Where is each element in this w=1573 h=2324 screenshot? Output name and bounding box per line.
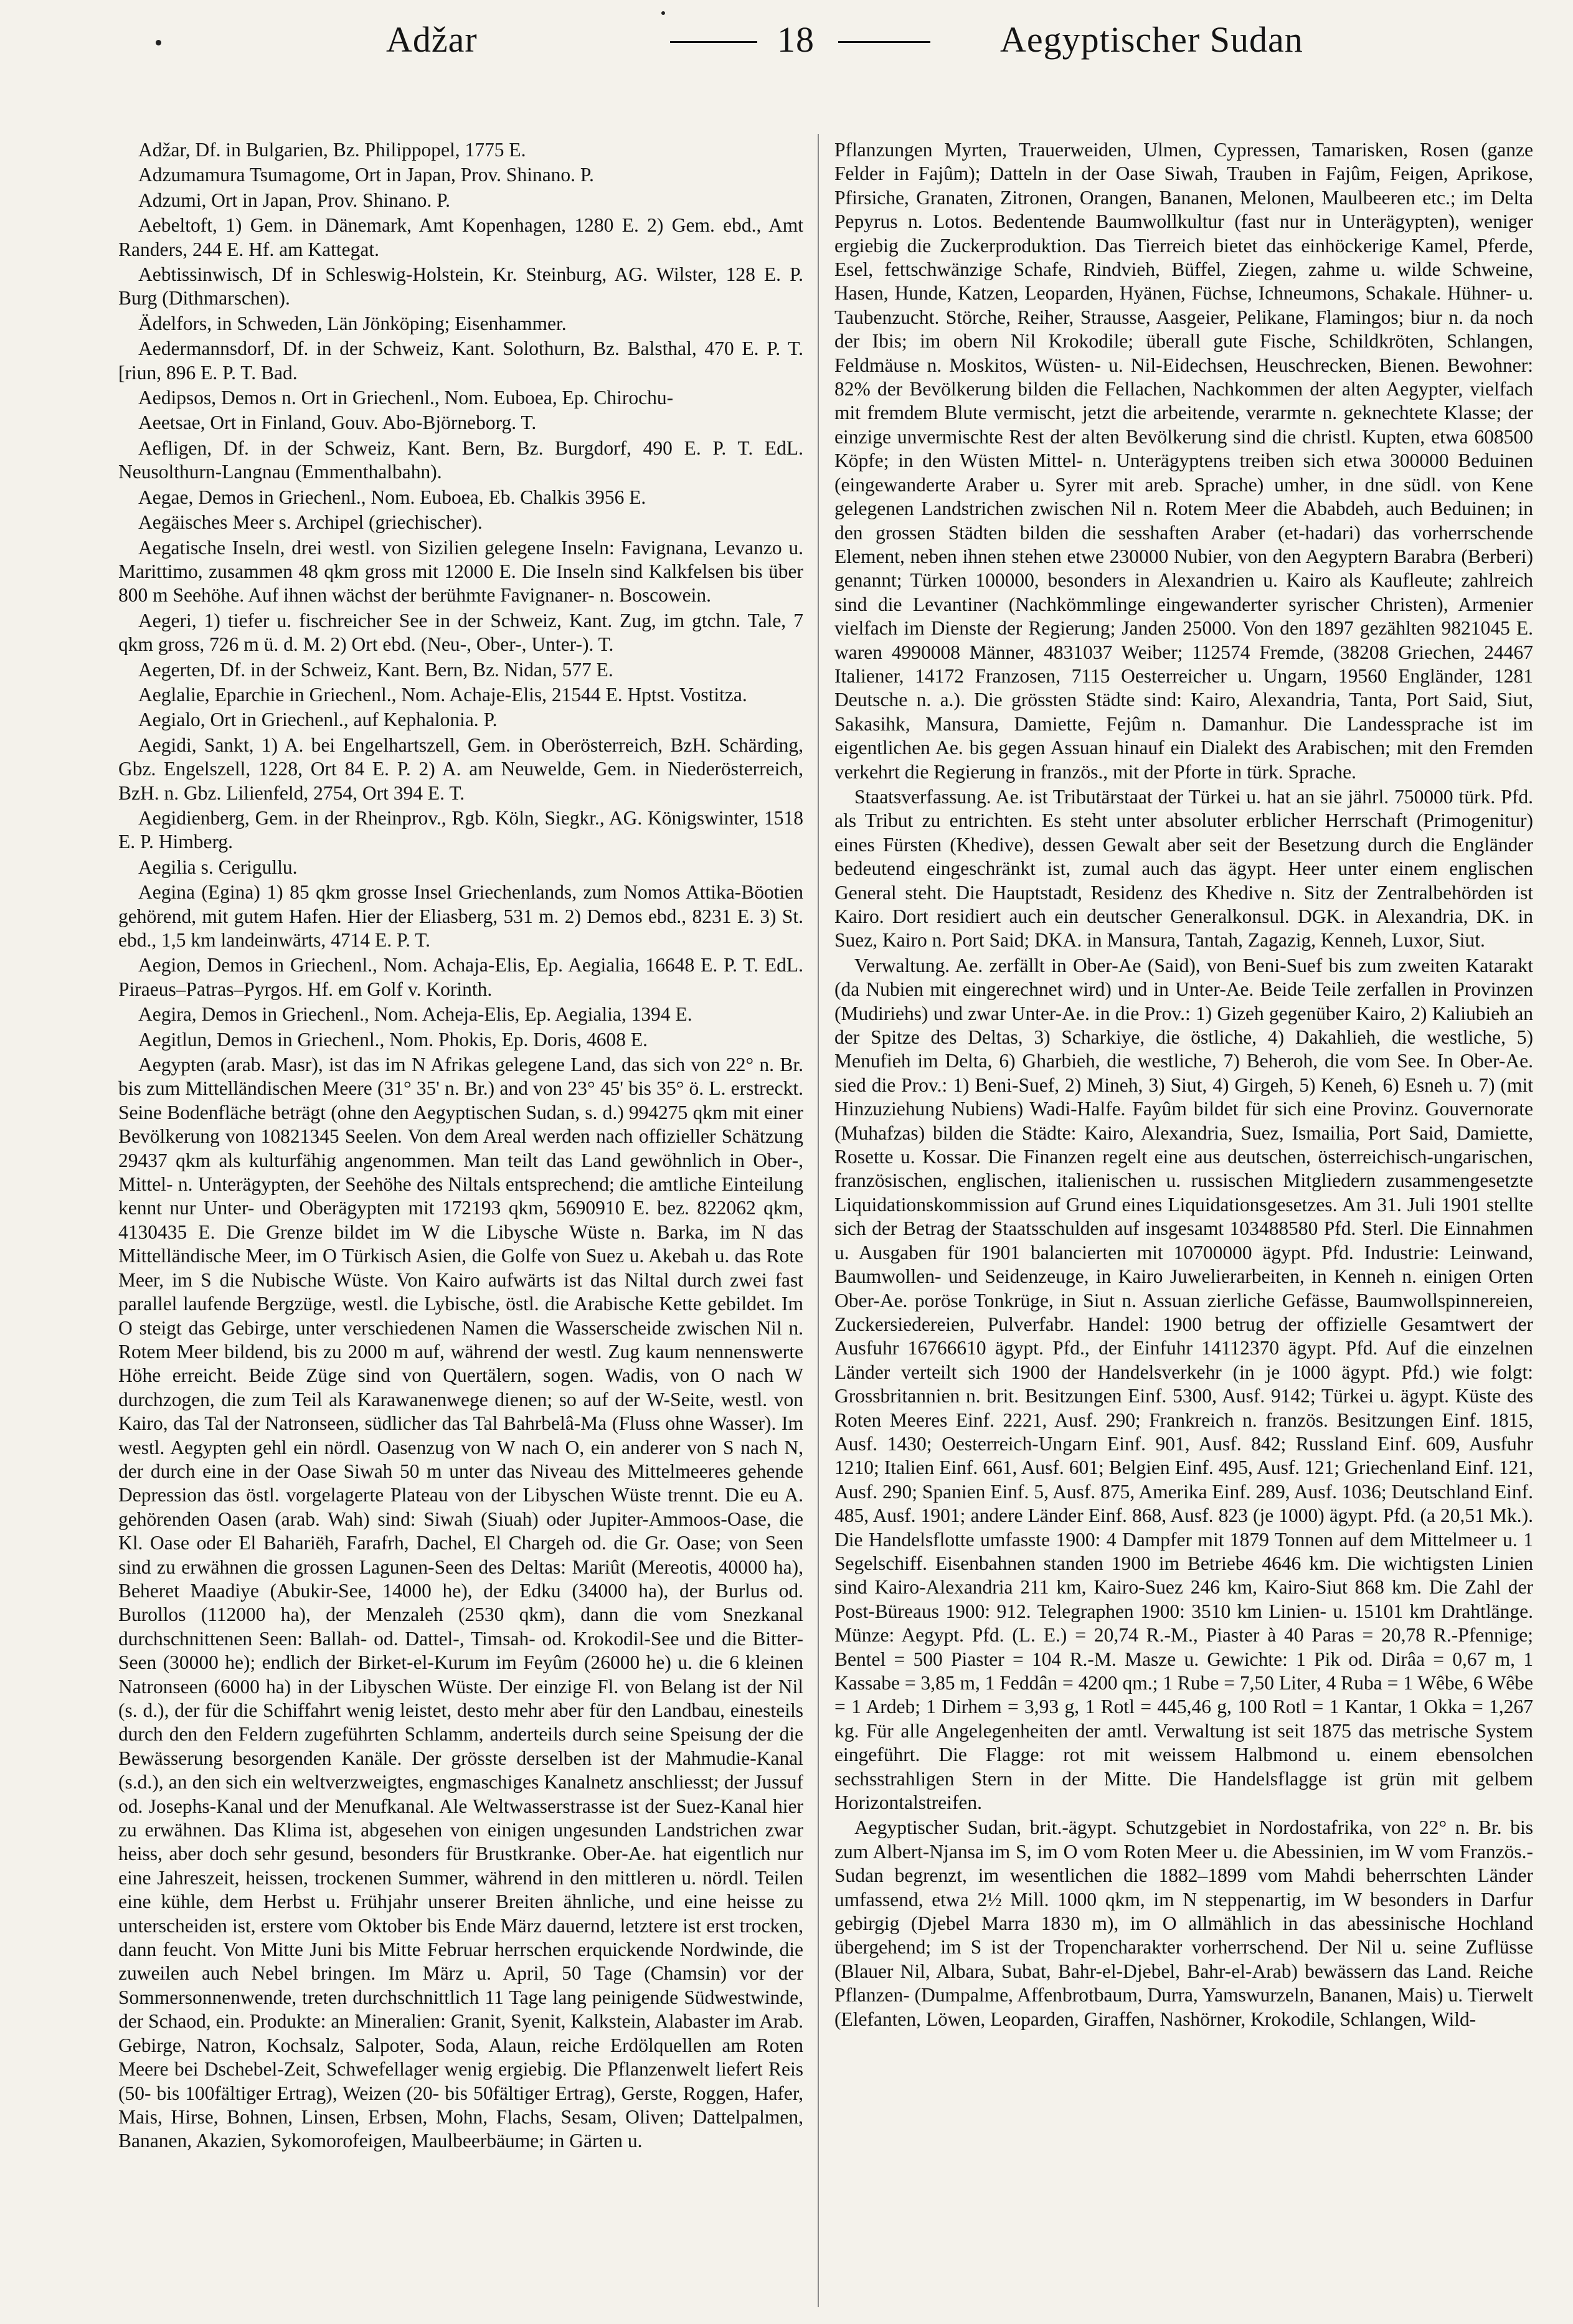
entry: Aebeltoft, 1) Gem. in Dänemark, Amt Kopenhagen, 1280 E. 2) Gem. ebd., Amt Randers, 244 E. Hf. am Kattegat. xyxy=(118,214,803,260)
entry: Aegerten, Df. in der Schweiz, Kant. Bern, Bz. Nidan, 577 E. xyxy=(138,658,613,681)
running-head-left: Adžar xyxy=(386,19,478,60)
section-verwaltung: Verwaltung. Ae. zerfällt in Ober-Ae (Said), von Beni-Suef bis zum zweiten Katarakt (da Nubien mit eingerechnet wird) und in Unter-Ae. Beide Teile zerfallen in Provinzen (Mudiriehs) und zwar Unter-Ae. in die Prov.: 1) Gizeh gegenüber Kairo, 2) Kaliubieh an der Spitze des Deltas, 3) Scharkiye, die östliche, 4) Dakahlieh, die westliche, 5) Menufieh im Delta, 6) Gharbieh, die westliche, 7) Beheroh, die vom See. In Ober-Ae. sied die Prov.: 1) Beni-Suef, 2) Mineh, 3) Siut, 4) Girgeh, 5) Keneh, 6) Esneh u. 7) (mit Hinzuziehung Nubiens) Wadi-Halfe. Fayûm bildet für sich eine Provinz. Gouvernorate (Muhafzas) bilden die Städte: Kairo, Alexandria, Suez, Ismailia, Port Said, Damiette, Rosette u. Kossar. Die Finanzen regelt eine aus deutschen, österreichisch-ungarischen, französischen, englischen, italienischen u. russischen Mitgliedern zusammengesetzte Liquidationskommission auf Grund eines Liquidationsgesetzes. Am 31. Juli 1901 stellte sich der Betrag der Staatsschulden auf insgesamt 103488580 Pfd. Sterl. Die Einnahmen u. Ausgaben für 1901 balancierten mit 10700000 ägypt. Pfd. Industrie: Leinwand, Baumwollen- und Seidenzeuge, in Kairo Juwelierarbeiten, in Kenneh n. einigen Orten Ober-Ae. poröse Tonkrüge, in Siut n. Assuan zierliche Gefässe, Baumwollspinnereien, Zuckersiedereien, Pulverfabr. Handel: 1900 betrug der offizielle Gesamtwert der Ausfuhr 16766610 ägypt. Pfd., der Einfuhr 14112370 ägypt. Pfd. Auf die einzelnen Länder verteilt sich 1900 der Handelsverkehr (in je 1000 ägypt. Pfd.) wie folgt: Grossbritannien n. brit. Besitzungen Einf. 5300, Ausf. 9142; Türkei u. ägypt. Küste des Roten Meeres Einf. 2221, Ausf. 290; Frankreich n. französ. Besitzungen Einf. 1815, Ausf. 1430; Oesterreich-Ungarn Einf. 901, Ausf. 842; Russland Einf. 609, Ausfuhr 1210; Italien Einf. 661, Ausf. 601; Belgien Einf. 495, Ausf. 121; Griechenland Einf. 121, Ausf. 290; Spanien Einf. 5, Ausf. 875, Amerika Einf. 289, Ausf. 1036; Deutschland Einf. 485, Ausf. 1901; andere Länder Einf. 868, Ausf. 823 (je 1000) ägypt. Pfd. (a 20,51 Mk.). Die Handelsflotte umfasste 1900: 4 Dampfer mit 1879 Tonnen auf dem Mittelmeer u. 1 Segelschiff. Eisenbahnen standen 1900 im Betriebe 4646 km. Die wichtigsten Linien sind Kairo-Alexandria 211 km, Kairo-Suez 246 km, Kairo-Siut 868 km. Die Zahl der Post-Büreaus 1900: 912. Telegraphen 1900: 3510 km Linien- u. 15101 km Drahtlänge. Münze: Aegypt. Pfd. (L. E.) = 20,74 R.-M., Piaster à 40 Paras = 20,78 R.-Pfennige; Bentel = 500 Piaster = 104 R.-M. Masze u. Gewichte: 1 Pik od. Dirâa = 0,67 m, 1 Kassabe = 3,85 m, 1 Feddân = 4200 qm.; 1 Rube = 7,50 Liter, 4 Ruba = 1 Wêbe, 6 Wêbe = 1 Ardeb; 1 Dirhem = 3,93 g, 1 Rotl = 445,46 g, 100 Rotl = 1 Kantar, 1 Okka = 1,267 kg. Für alle Angelegenheiten der amtl. Verwaltung ist seit 1875 das metrische System eingeführt. Die Flagge: rot mit weissem Halbmond u. einem ebensolchen sechsstrahligen Stern in der Mitte. Die Handelsflagge ist grün mit gelbem Horizontalstreifen. xyxy=(834,954,1533,1814)
running-head-right: Aegyptischer Sudan xyxy=(1000,19,1303,60)
header-rule-right xyxy=(838,41,930,43)
entry: Aegira, Demos in Griechenl., Nom. Acheja-Elis, Ep. Aegialia, 1394 E. xyxy=(138,1003,692,1026)
entry: Aeglalie, Eparchie in Griechenl., Nom. Achaje-Elis, 21544 E. Hptst. Vostitza. xyxy=(138,683,747,706)
entry: Aegitlun, Demos in Griechenl., Nom. Phokis, Ep. Doris, 4608 E. xyxy=(138,1028,648,1051)
entry: Aegae, Demos in Griechenl., Nom. Euboea, Eb. Chalkis 3956 E. xyxy=(138,486,646,508)
entry: Aegion, Demos in Griechenl., Nom. Achaja-Elis, Ep. Aegialia, 16648 E. P. T. EdL. Piraeus–Patras–Pyrgos. Hf. em Golf v. Korinth. xyxy=(118,954,803,1000)
entry: Aebtissinwisch, Df in Schleswig-Holstein, Kr. Steinburg, AG. Wilster, 128 E. P. Burg (Dithmarschen). xyxy=(118,263,803,309)
entry: Aegäisches Meer s. Archipel (griechischer). xyxy=(138,511,483,534)
column-right xyxy=(834,138,1533,2305)
entry: Adzumamura Tsumagome, Ort in Japan, Prov. Shinano. P. xyxy=(138,164,594,186)
column-left xyxy=(118,138,803,2305)
entry: Aegeri, 1) tiefer u. fischreicher See in der Schweiz, Kant. Zug, im gtchn. Tale, 7 qkm gross, 726 m ü. d. M. 2) Ort ebd. (Neu-, Ober-, Unter-). T. xyxy=(118,609,803,656)
header-rule-left xyxy=(670,41,757,43)
entry-aegyptischer-sudan: Aegyptischer Sudan, brit.-ägypt. Schutzgebiet in Nordostafrika, von 22° n. Br. bis zum Albert-Njansa im S, im O vom Roten Meer u. die Abessinien, im W vom Französ.-Sudan begrenzt, im wesentlichen die 1882–1899 vom Mahdi beherrschten Länder umfassend, etwa 2½ Mill. 1000 qkm, im N steppenartig, im W besonders in Darfur gebirgig (Djebel Marra 1830 m), im O allmählich in das abessinische Hochland übergehend; im S ist der Tropencharakter vorherrschend. Der Nil u. seine Zuflüsse (Blauer Nil, Albara, Subat, Bahr-el-Djebel, Bahr-el-Arab) bewässern das Land. Reiche Pflanzen- (Dumpalme, Affenbrotbaum, Durra, Yamswurzeln, Bananen, Mais) u. Tierwelt (Elefanten, Löwen, Leoparden, Giraffen, Nashörner, Krokodile, Schlangen, Wild- xyxy=(834,1816,1533,2030)
entry: Aegina (Egina) 1) 85 qkm grosse Insel Griechenlands, zum Nomos Attika-Böotien gehörend, mit gutem Hafen. Hier der Eliasberg, 531 m. 2) Demos ebd., 8231 E. 3) St. ebd., 1,5 km landeinwärts, 4714 E. P. T. xyxy=(118,881,803,951)
page-number: 18 xyxy=(777,19,815,60)
entry: Aegialo, Ort in Griechenl., auf Kephalonia. P. xyxy=(138,709,498,731)
entry-aegypten: Aegypten (arab. Masr), ist das im N Afrikas gelegene Land, das sich von 22° n. Br. bis zum Mittelländischen Meere (31° 35' n. Br.) and von 23° 45' bis 35° ö. L. erstreckt. Seine Bodenfläche beträgt (ohne den Aegyptischen Sudan, s. d.) 994275 qkm mit einer Bevölkerung von 10821345 Seelen. Von dem Areal werden nach offizieller Schätzung 29437 qkm als kulturfähig angenommen. Man teilt das Land gewöhnlich in Ober-, Mittel- n. Unterägypten, der Seehöhe des Niltals entsprechend; die amtliche Einteilung kennt nur Unter- und Oberägypten mit 172193 qkm, 5690910 E. bez. 822062 qkm, 4130435 E. Die Grenze bildet im W die Libysche Wüste n. Barka, im N das Mittelländische Meer, im O Türkisch Asien, die Golfe von Suez u. Akebah u. das Rote Meer, im S die Nubische Wüste. Von Kairo aufwärts ist das Niltal durch zwei fast parallel laufende Bergzüge, westl. die Lybische, östl. die Arabische Kette gebildet. Im O steigt das Gebirge, unter verschiedenen Namen die Wasserscheide zwischen Nil n. Rotem Meer bildend, bis zu 2000 m auf, während der westl. Zug kaum nennenswerte Höhe erreicht. Beide Züge sind von Quertälern, sogen. Wadis, von O nach W durchzogen, die zum Teil als Karawanenwege dienen; so auf der W-Seite, westl. von Kairo, das Tal der Natronseen, südlicher das Tal Bahrbelâ-Ma (Fluss ohne Wasser). Im westl. Aegypten gehl ein nördl. Oasenzug von W nach O, ein anderer von S nach N, der durch eine in der Oase Siwah 50 m unter das Niveau des Mittelmeeres gehende Depression das östl. vorgelagerte Plateau von der Libyschen Wüste trennt. Die eu A. gehörenden Oasen (arab. Wah) sind: Siwah (Siuah) oder Jupiter-Ammoos-Oase, die Kl. Oase oder El Bahariëh, Farafrh, Dachel, El Chargeh od. die Gr. Oase; von Seen sind zu erwähnen die grossen Lagunen-Seen des Deltas: Mariût (Mereotis, 40000 ha), Beheret Maadiye (Abukir-See, 14000 he), der Edku (34000 ha), der Burlus od. Burollos (112000 ha), der Menzaleh (2530 qkm), dann die vom Snezkanal durchschnittenen Seen: Ballah- od. Dattel-, Timsah- od. Krokodil-See und die Bitter-Seen (30000 he); endlich der Birket-el-Kurum im Feyûm (26000 he) u. die 6 kleinen Natronseen (6000 ha) in der Libyschen Wüste. Der einzige Fl. von Belang ist der Nil (s. d.), der für die Schiffahrt wenig leistet, desto mehr aber für den Landbau, einesteils durch den den Feldern zugeführten Schlamm, anderteils durch seine Speisung der die Bewässerung besorgenden Kanäle. Der grösste derselben ist der Mahmudie-Kanal (s.d.), an den sich ein weltverzweigtes, engmaschiges Kanalnetz anschliesst; der Jussuf od. Josephs-Kanal und der Menufkanal. Ale Weltwasserstrasse ist der Suez-Kanal hier zu erwähnen. Das Klima ist, abgesehen von einigen ungesunden Landstrichen zwar heiss, aber doch sehr gesund, besonders für Brustkranke. Ober-Ae. hat eigentlich nur eine Jahreszeit, heissen, trockenen Summer, während in den mittleren u. nördl. Teilen eine kühle, dem Herbst u. Frühjahr unserer Breiten ähnliche, und eine heisse zu unterscheiden ist, erstere vom Oktober bis Ende März dauernd, letztere ist erst trocken, dann feucht. Von Mitte Juni bis Mitte Februar herrschen erquickende Nordwinde, die zuweilen auch Nebel bringen. Im März u. April, 50 Tage (Chamsin) vor der Sommersonnenwende, treten durchschnittlich 11 Tage lang peinigende Südwestwinde, der Schaod, ein. Produkte: an Mineralien: Granit, Syenit, Kalkstein, Alabaster im Arab. Gebirge, Natron, Kochsalz, Salpoter, Soda, Alaun, reiche Erdölquellen am Roten Meere bei Dschebel-Zeit, Schwefellager wenig ergiebig. Die Pflanzenwelt liefert Reis (50- bis 100fältiger Ertrag), Weizen (20- bis 50fältiger Ertrag), Gerste, Roggen, Hafer, Mais, Hirse, Bohnen, Linsen, Erbsen, Mohn, Flachs, Sesam, Oliven; Dattelpalmen, Bananen, Akazien, Sykomorofeigen, Maulbeerbäume; in Gärten u. xyxy=(118,1054,803,2152)
print-speck xyxy=(661,11,665,15)
entry: Aedermannsdorf, Df. in der Schweiz, Kant. Solothurn, Bz. Balsthal, 470 E. P. T. [riun, 896 E. P. T. Bad. xyxy=(118,338,803,384)
entry: Aefligen, Df. in der Schweiz, Kant. Bern, Bz. Burgdorf, 490 E. P. T. EdL. Neusolthurn-Langnau (Emmenthalbahn). xyxy=(118,437,803,483)
entry: Adžar, Df. in Bulgarien, Bz. Philippopel, 1775 E. xyxy=(138,139,526,161)
page-header xyxy=(0,0,1573,112)
entry: Adzumi, Ort in Japan, Prov. Shinano. P. xyxy=(138,189,451,211)
entry: Aegilia s. Cerigullu. xyxy=(138,856,298,878)
entry: Aegidi, Sankt, 1) A. bei Engelhartszell, Gem. in Oberösterreich, BzH. Schärding, Gbz. Engelszell, 1228, Ort 84 E. P. 2) A. am Neuwelde, Gem. in Niederösterreich, BzH. n. Gbz. Lilienfeld, 2754, Ort 394 E. T. xyxy=(118,734,803,804)
entry-continuation: Pflanzungen Myrten, Trauerweiden, Ulmen, Cypressen, Tamarisken, Rosen (ganze Felder in Fajûm); Datteln in der Oase Siwah, Trauben in Fajûm, Feigen, Aprikose, Pfirsiche, Granaten, Zitronen, Orangen, Bananen, Melonen, Maulbeeren etc.; im Delta Pepyrus n. Lotos. Bedentende Baumwollkultur (fast nur in Unterägypten), weniger ergiebig die Zuckerproduktion. Das Tierreich bietet das einhöckerige Kamel, Pferde, Esel, fettschwänzige Schafe, Rindvieh, Büffel, Ziegen, zahme u. wilde Schweine, Hasen, Hunde, Katzen, Leoparden, Hyänen, Füchse, Ichneumons, Schakale. Hühner- u. Taubenzucht. Störche, Reiher, Strausse, Aasgeier, Pelikane, Flamingos; biur n. da noch der Ibis; im obern Nil Krokodile; überall gute Fische, Schildkröten, Schlangen, Feldmäuse n. Moskitos, Wüsten- u. Nil-Eidechsen, Heuschrecken, Bienen. Bewohner: 82% der Bevölkerung bilden die Fellachen, Nachkommen der alten Aegypter, vielfach mit fremdem Blute vermischt, jetzt die arbeitende, verarmte n. geknechtete Klasse; der einzige unvermischte Rest der alten Bevölkerung sind die christl. Kupten, etwa 608500 Köpfe; in den Wüsten Mittel- n. Unterägyptens treiben sich etwa 300000 Beduinen (eingewanderte Araber u. Syrer mit areb. Sprache) umher, in dne südl. von Kene gelegenen Landstrichen zwischen Nil n. Rotem Meer die Ababdeh, auch Beduinen; in den grossen Städten bilden die sesshaften Araber (et-hadari) das vorherrschende Element, neben ihnen stehen etwe 230000 Nubier, von den Aegyptern Barabra (Berberi) genannt; Türken 100000, besonders in Alexandrien u. Kairo als Kaufleute; zahlreich sind die Levantiner (Nachkömmlinge eingewanderter syrischer Christen), Armenier vielfach im Dienste der Regierung; Janden 25000. Von den 1897 gezählten 9821045 E. waren 4990008 Männer, 4831037 Weiber; 112574 Fremde, (38208 Griechen, 24467 Italiener, 14172 Franzosen, 7115 Oesterreicher u. Ungarn, 19560 Engländer, 1281 Deutsche n. a.). Die grössten Städte sind: Kairo, Alexandria, Tanta, Port Said, Siut, Sakasihk, Mansura, Damiette, Fejûm n. Damanhur. Die Landessprache ist im eigentlichen Ae. bis gegen Assuan hinauf ein Dialekt des Arabischen; mit den Fremden verkehrt die Regierung in französ., mit der Pforte in türk. Sprache. xyxy=(834,139,1533,783)
entry: Aedipsos, Demos n. Ort in Griechenl., Nom. Euboea, Ep. Chirochu- xyxy=(138,387,674,409)
entry: Ädelfors, in Schweden, Län Jönköping; Eisenhammer. xyxy=(138,312,567,334)
entry: Aegatische Inseln, drei westl. von Sizilien gelegene Inseln: Favignana, Levanzo u. Marittimo, zusammen 48 qkm gross mit 12000 E. Die Inseln sind Kalkfelsen bis über 800 m Seehöhe. Auf ihnen wächst der berühmte Favignaner- n. Boscowein. xyxy=(118,536,803,607)
entry: Aeetsae, Ort in Finland, Gouv. Abo-Björneborg. T. xyxy=(138,412,537,434)
print-speck xyxy=(156,40,161,45)
entry: Aegidienberg, Gem. in der Rheinprov., Rgb. Köln, Siegkr., AG. Königswinter, 1518 E. P. Himberg. xyxy=(118,806,803,853)
column-divider xyxy=(818,134,819,2307)
section-staatsverfassung: Staatsverfassung. Ae. ist Tributärstaat der Türkei u. hat an sie jährl. 750000 türk. Pfd. als Tribut zu entrichten. Es steht unter absoluter erblicher Herrschaft (Primogenitur) eines Fürsten (Khedive), dessen Gewalt aber seit der Besetzung durch die Engländer bedeutend eingeschränkt ist, zumal auch das ägypt. Heer unter einem englischen General steht. Die Hauptstadt, Residenz des Khedive n. Sitz der Zentralbehörden ist Kairo. Dort residiert auch ein deutscher Generalkonsul. DGK. in Alexandria, DK. in Suez, Kairo n. Port Said; DKA. in Mansura, Tantah, Zagazig, Kenneh, Luxor, Siut. xyxy=(834,785,1533,952)
